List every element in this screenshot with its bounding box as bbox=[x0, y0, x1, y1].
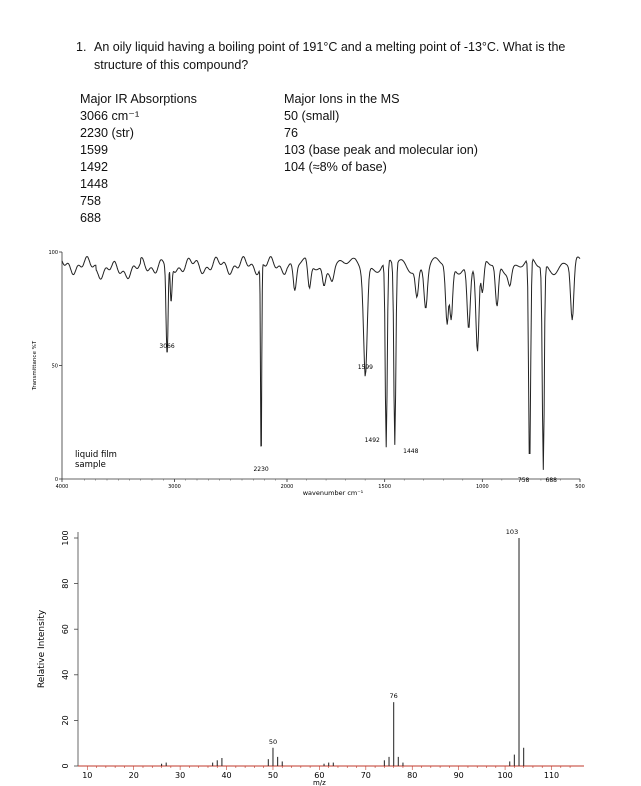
ms-x-tick-label: 50 bbox=[267, 771, 279, 780]
ms-x-tick-label: 30 bbox=[175, 771, 186, 780]
ir-y-axis-label: Transmittance %T bbox=[32, 340, 38, 391]
ir-item: 1448 bbox=[80, 177, 109, 191]
ms-y-tick-label: 60 bbox=[61, 624, 70, 635]
ir-annotation: sample bbox=[75, 460, 106, 470]
ir-item: 1599 bbox=[80, 143, 109, 157]
ir-x-tick-label: 500 bbox=[575, 484, 585, 490]
ms-x-tick-label: 100 bbox=[497, 771, 513, 780]
ir-annotation: liquid film bbox=[75, 450, 117, 460]
question-text: An oily liquid having a boiling point of 191°C and a melting point of -13°C. What is the structure of this compound? bbox=[94, 40, 566, 72]
ir-y-tick-label: 100 bbox=[48, 250, 58, 256]
ms-item: 50 (small) bbox=[284, 109, 340, 123]
ir-x-axis-label: wavenumber cm⁻¹ bbox=[302, 489, 364, 497]
ms-x-tick-label: 20 bbox=[128, 771, 139, 780]
ms-x-tick-label: 80 bbox=[407, 771, 418, 780]
question-number: 1. bbox=[76, 40, 87, 54]
ir-x-tick-label: 1500 bbox=[378, 484, 392, 490]
ms-item: 104 (≈8% of base) bbox=[284, 160, 387, 174]
ir-x-tick-label: 3000 bbox=[168, 484, 181, 490]
ms-heading: Major Ions in the MS bbox=[284, 92, 400, 106]
ms-y-tick-label: 40 bbox=[61, 669, 70, 680]
ir-item: 1492 bbox=[80, 160, 109, 174]
ir-peak-label: 3066 bbox=[159, 343, 175, 351]
ir-x-tick-label: 2000 bbox=[280, 484, 294, 490]
ms-x-tick-label: 40 bbox=[221, 771, 232, 780]
ms-x-axis-label: m/z bbox=[312, 779, 326, 786]
ir-peak-label: 2230 bbox=[253, 465, 269, 473]
ir-x-tick-label: 1000 bbox=[475, 484, 489, 490]
ir-peak-label: 1448 bbox=[403, 447, 419, 455]
ir-peak-label: 688 bbox=[545, 476, 558, 484]
ir-peak-label: 1492 bbox=[364, 437, 380, 445]
ms-peak-label: 103 bbox=[505, 528, 519, 536]
ir-y-tick-label: 0 bbox=[54, 477, 58, 483]
ir-peak-label: 758 bbox=[517, 476, 530, 484]
ms-item: 103 (base peak and molecular ion) bbox=[284, 143, 478, 157]
ir-x-tick-label: 4000 bbox=[55, 484, 69, 490]
ir-peak-label: 1599 bbox=[357, 363, 373, 371]
ir-heading: Major IR Absorptions bbox=[80, 92, 197, 106]
ms-peak-label: 50 bbox=[268, 737, 278, 746]
ms-peak-label: 76 bbox=[389, 692, 398, 701]
ms-y-tick-label: 80 bbox=[61, 578, 70, 589]
ms-y-tick-label: 100 bbox=[61, 530, 70, 546]
ms-x-tick-label: 10 bbox=[82, 771, 93, 780]
ms-y-tick-label: 0 bbox=[61, 763, 70, 769]
ir-item: 688 bbox=[80, 211, 102, 225]
ir-item: 3066 cm⁻¹ bbox=[80, 109, 140, 123]
ms-x-tick-label: 70 bbox=[360, 771, 371, 780]
ms-y-tick-label: 20 bbox=[61, 715, 70, 726]
ms-y-axis-label: Relative Intensity bbox=[37, 609, 47, 689]
ms-item: 76 bbox=[284, 126, 299, 140]
ms-x-tick-label: 110 bbox=[543, 771, 560, 780]
ms-x-tick-label: 90 bbox=[453, 771, 464, 780]
ms-x-tick-label: 60 bbox=[314, 771, 325, 780]
ir-y-tick-label: 50 bbox=[51, 363, 58, 370]
ir-item: 758 bbox=[80, 194, 102, 208]
ir-item: 2230 (str) bbox=[80, 126, 134, 140]
